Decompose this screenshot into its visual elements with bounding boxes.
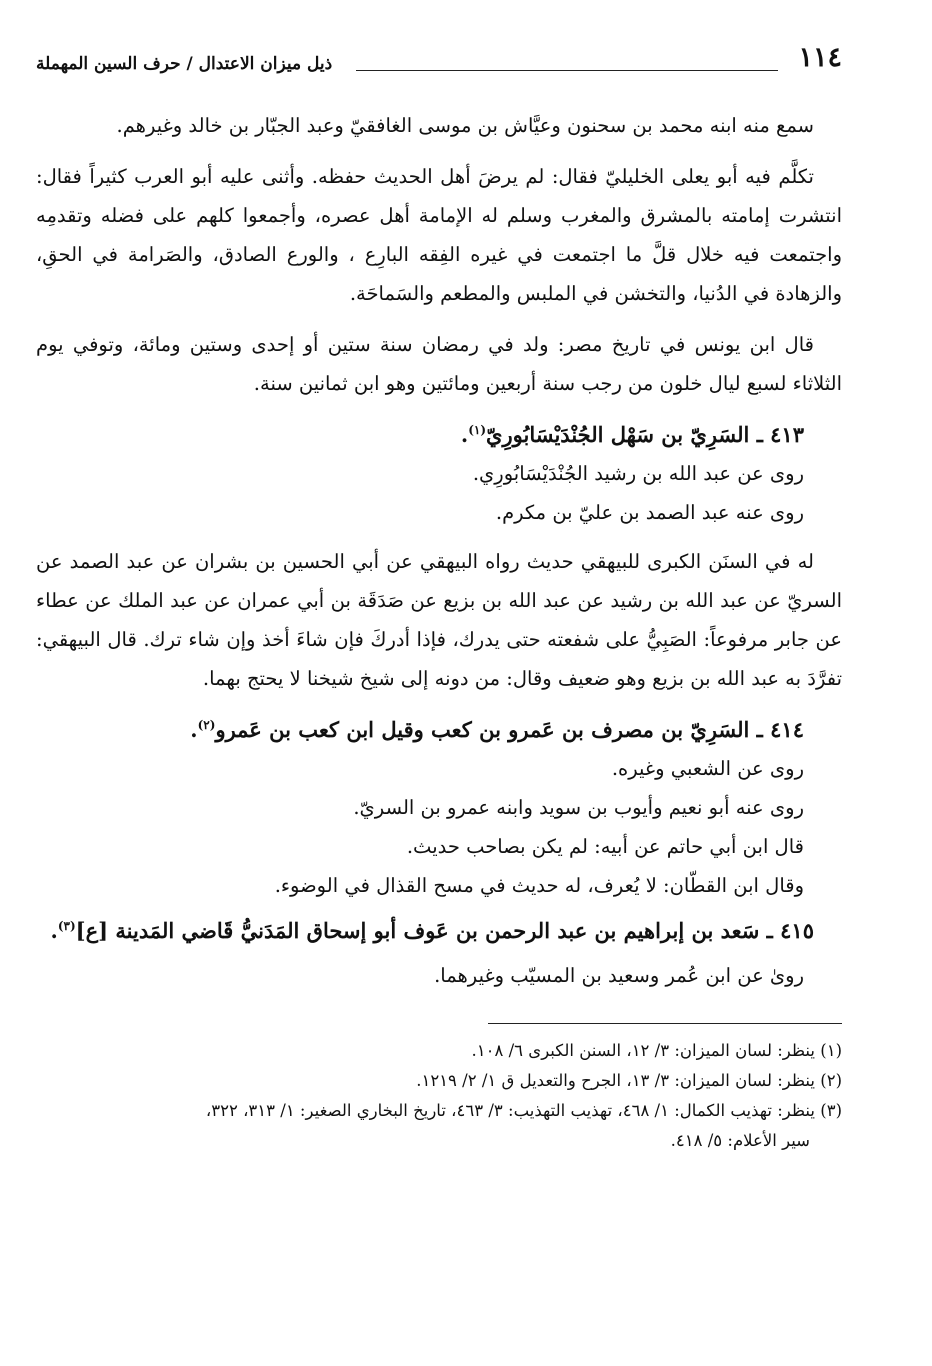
entry-415 xyxy=(36,911,842,995)
entry-414 xyxy=(36,710,842,905)
footnote-continuation: سير الأعلام: ٥/ ٤١٨. xyxy=(670,1131,810,1150)
entry-line: قال ابن أبي حاتم عن أبيه: لم يكن بصاحب حديث. xyxy=(406,835,804,858)
footnote-ref: (١) xyxy=(468,423,487,437)
footnote xyxy=(36,1096,842,1156)
entry-line: روى عنه عبد الصمد بن عليّ بن مكرم. xyxy=(495,501,804,524)
footnote-separator xyxy=(488,1023,842,1024)
heading-end: . xyxy=(460,422,469,447)
footnote-ref: (٢) xyxy=(197,718,216,732)
footnote: (٢) ينظر: لسان الميزان: ٣/ ١٣، الجرح والتعديل ق ١/ ٢/ ١٢١٩. xyxy=(416,1071,842,1090)
heading-end: . xyxy=(190,717,198,742)
entry-line: روىٰ عن ابن عُمر وسعيد بن المسيّب وغيرهما. xyxy=(434,964,804,987)
paragraph: سمع منه ابنه محمد بن سحنون وعيَّاش بن موسى الغافقيّ وعبد الجبّار بن خالد وغيرهم. xyxy=(116,114,814,137)
entry-line: روى عن الشعبي وغيره. xyxy=(611,757,804,780)
entry-heading xyxy=(36,710,842,749)
entry-heading xyxy=(36,415,842,454)
header-rule xyxy=(356,70,778,71)
footnote-ref: (٣) xyxy=(57,919,76,933)
heading-end: . xyxy=(50,918,58,943)
entry-line: روى عن عبد الله بن رشيد الجُنْدَيْسَابُورِي. xyxy=(472,462,804,485)
entry-413 xyxy=(36,415,842,698)
footnote: (١) ينظر: لسان الميزان: ٣/ ١٢، السنن الكبرى ٦/ ١٠٨. xyxy=(471,1041,842,1060)
book-page xyxy=(36,38,842,1156)
entry-heading-text: ٤١٥ ـ سَعد بن إبراهيم بن عبد الرحمن بن عَوف أبو إسحاق المَدَنيُّ قَاضي المَدينة [ع] xyxy=(75,918,814,943)
entry-heading xyxy=(36,911,842,950)
paragraph: له في السنَن الكبرى للبيهقي حديث رواه البيهقي عن أبي الحسين بن بشران عن عبد الصمد عن السريّ عن عبد الله بن رشيد عن عبد الله بن بزيع عن صَدَقَة بن أبي عمران عن عبد الملك عن عطاء عن جابر مرفوعاً: الصَبِيُّ على شفعته حتى يدرك، فإذا أدركَ فإن شاءَ أخذ وإن شاء ترك. قال البيهقي: تفرَّدَ به عبد الله بن بزيع وهو ضعيف وقال: من دونه إلى شيخ شيخنا لا يحتج بهما. xyxy=(36,550,842,690)
paragraph: تكلَّم فيه أبو يعلى الخليليّ فقال: لم يرضَ أهل الحديث حفظه. وأثنى عليه أبو العرب كثيراً فقال: انتشرت إمامته بالمشرق والمغرب وسلم له الإمامة أهل عصره، وأجمعوا كلهم على فضله وتقدمِه واجتمعت فيه خلال قلَّ ما اجتمعت في غيره الفِقه البارِع ، والورع الصادق، والصَرامة في الحقِ، والزهادة في الدُنيا، والتخشن في الملبس والمطعم والسَماحَة. xyxy=(36,165,842,305)
footnotes xyxy=(36,1036,842,1156)
page-header xyxy=(36,38,842,82)
running-title: ذيل ميزان الاعتدال / حرف السين المهملة xyxy=(36,54,333,74)
entry-line: روى عنه أبو نعيم وأيوب بن سويد وابنه عمرو بن السريّ. xyxy=(353,796,804,819)
entry-heading-text: ٤١٤ ـ السَرِيّ بن مصرف بن عَمرو بن كعب وقيل ابن كعب بن عَمرو xyxy=(215,717,804,742)
page-number: ١١٤ xyxy=(798,42,842,73)
page-body xyxy=(36,106,842,995)
footnote-text: (٣) ينظر: تهذيب الكمال: ١/ ٤٦٨، تهذيب التهذيب: ٣/ ٤٦٣، تاريخ البخاري الصغير: ١/ ٣١٣، ٣٢٢، xyxy=(205,1101,842,1120)
entry-heading-text: ٤١٣ ـ السَرِيّ بن سَهْل الجُنْدَيْسَابُورِيّ xyxy=(486,422,804,447)
paragraph: قال ابن يونس في تاريخ مصر: ولد في رمضان سنة ستين أو إحدى وستين ومائة، وتوفي يوم الثلاثاء لسبع ليال خلون من رجب سنة أربعين ومائتين وهو ابن ثمانين سنة. xyxy=(36,333,842,395)
entry-line: وقال ابن القطّان: لا يُعرف، له حديث في مسح القذال في الوضوء. xyxy=(274,874,804,897)
